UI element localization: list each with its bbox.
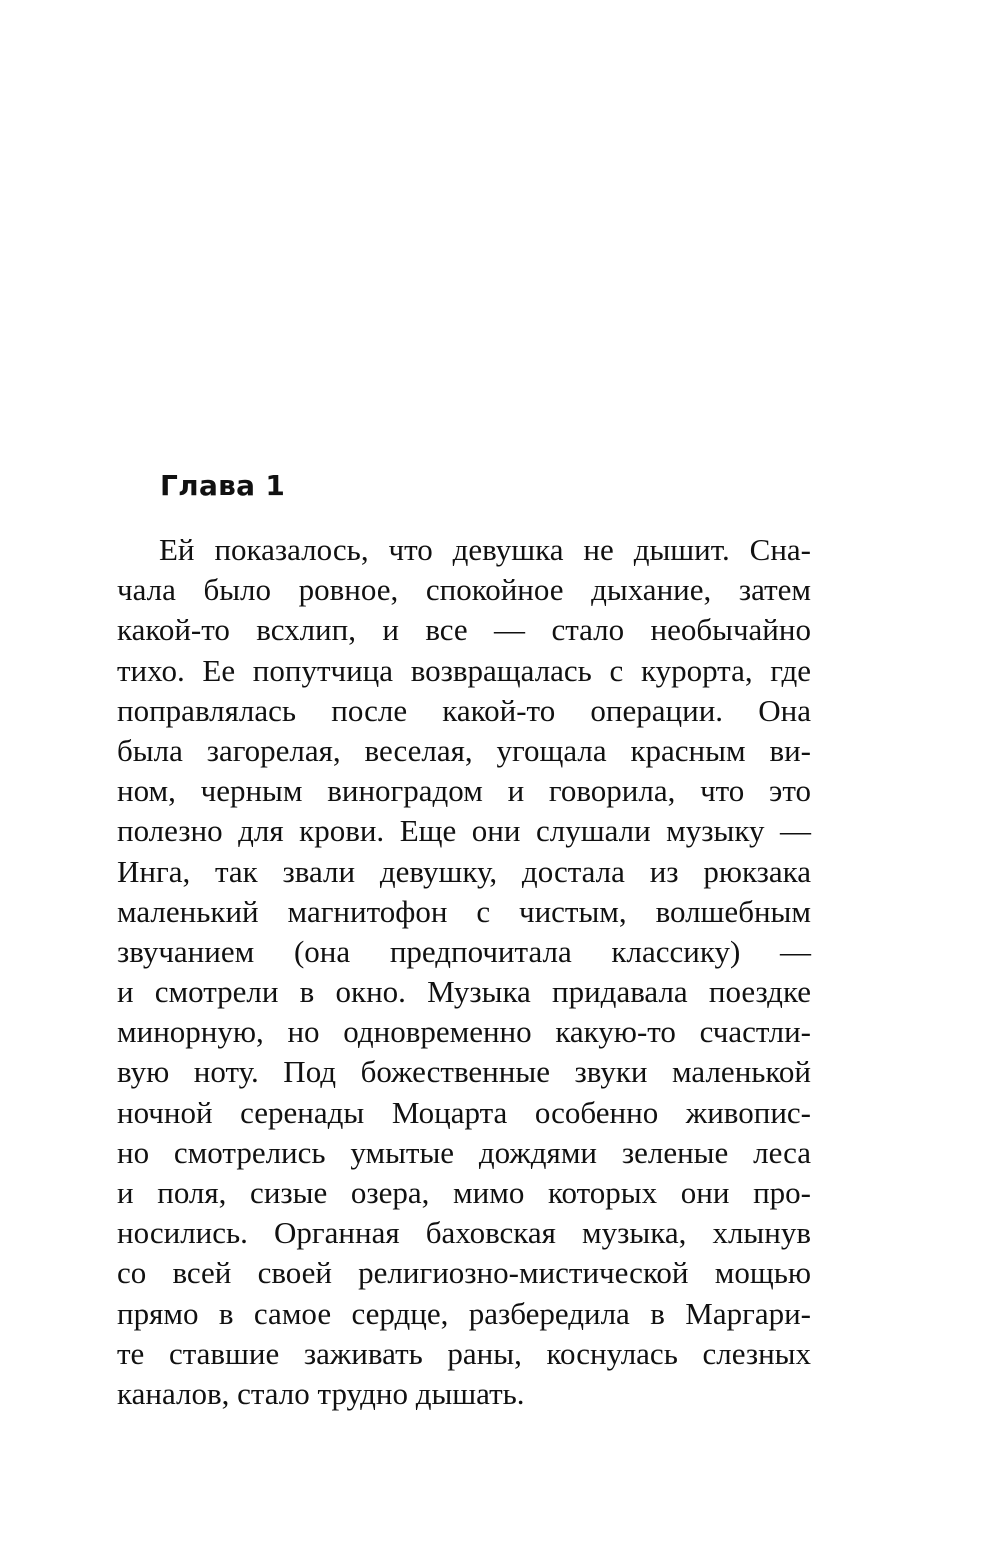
text-line: но смотрелись умытые дождями зеленые леса <box>117 1134 811 1170</box>
text-line: и смотрели в окно. Музыка придавала поездке <box>117 974 811 1010</box>
text-line: со всей своей религиозно-мистической мощью <box>117 1255 811 1291</box>
text-line: каналов, стало трудно дышать. <box>117 1375 525 1411</box>
chapter-title: Глава 1 <box>160 469 286 502</box>
text-line: полезно для крови. Еще они слушали музыку — <box>117 813 811 849</box>
text-line: какой-то всхлип, и все — стало необычайно <box>117 612 811 648</box>
text-line: и поля, сизые озера, мимо которых они про- <box>117 1175 811 1210</box>
body-paragraph <box>117 530 811 1414</box>
text-line: те ставшие заживать раны, коснулась слезных <box>117 1335 811 1371</box>
text-line: ночной серенады Моцарта особенно живопис- <box>117 1094 811 1130</box>
text-line: вую ноту. Под божественные звуки маленькой <box>117 1054 811 1090</box>
text-line: Ей показалось, что девушка не дышит. Сна- <box>159 532 811 567</box>
text-line: была загорелая, веселая, угощала красным ви- <box>117 732 811 768</box>
text-line: маленький магнитофон с чистым, волшебным <box>117 893 811 929</box>
text-line: ном, черным виноградом и говорила, что это <box>117 773 811 809</box>
text-line: Инга, так звали девушку, достала из рюкзака <box>117 853 811 889</box>
text-line: тихо. Ее попутчица возвращалась с курорта, где <box>117 652 811 688</box>
text-line: носились. Органная баховская музыка, хлынув <box>117 1215 811 1251</box>
text-line: чала было ровное, спокойное дыхание, затем <box>117 572 811 608</box>
text-line: поправлялась после какой-то операции. Она <box>117 692 811 728</box>
text-line: прямо в самое сердце, разбередила в Маргари- <box>117 1295 811 1331</box>
text-line: звучанием (она предпочитала классику) — <box>117 933 811 969</box>
text-line: минорную, но одновременно какую-то счастли- <box>117 1014 811 1050</box>
